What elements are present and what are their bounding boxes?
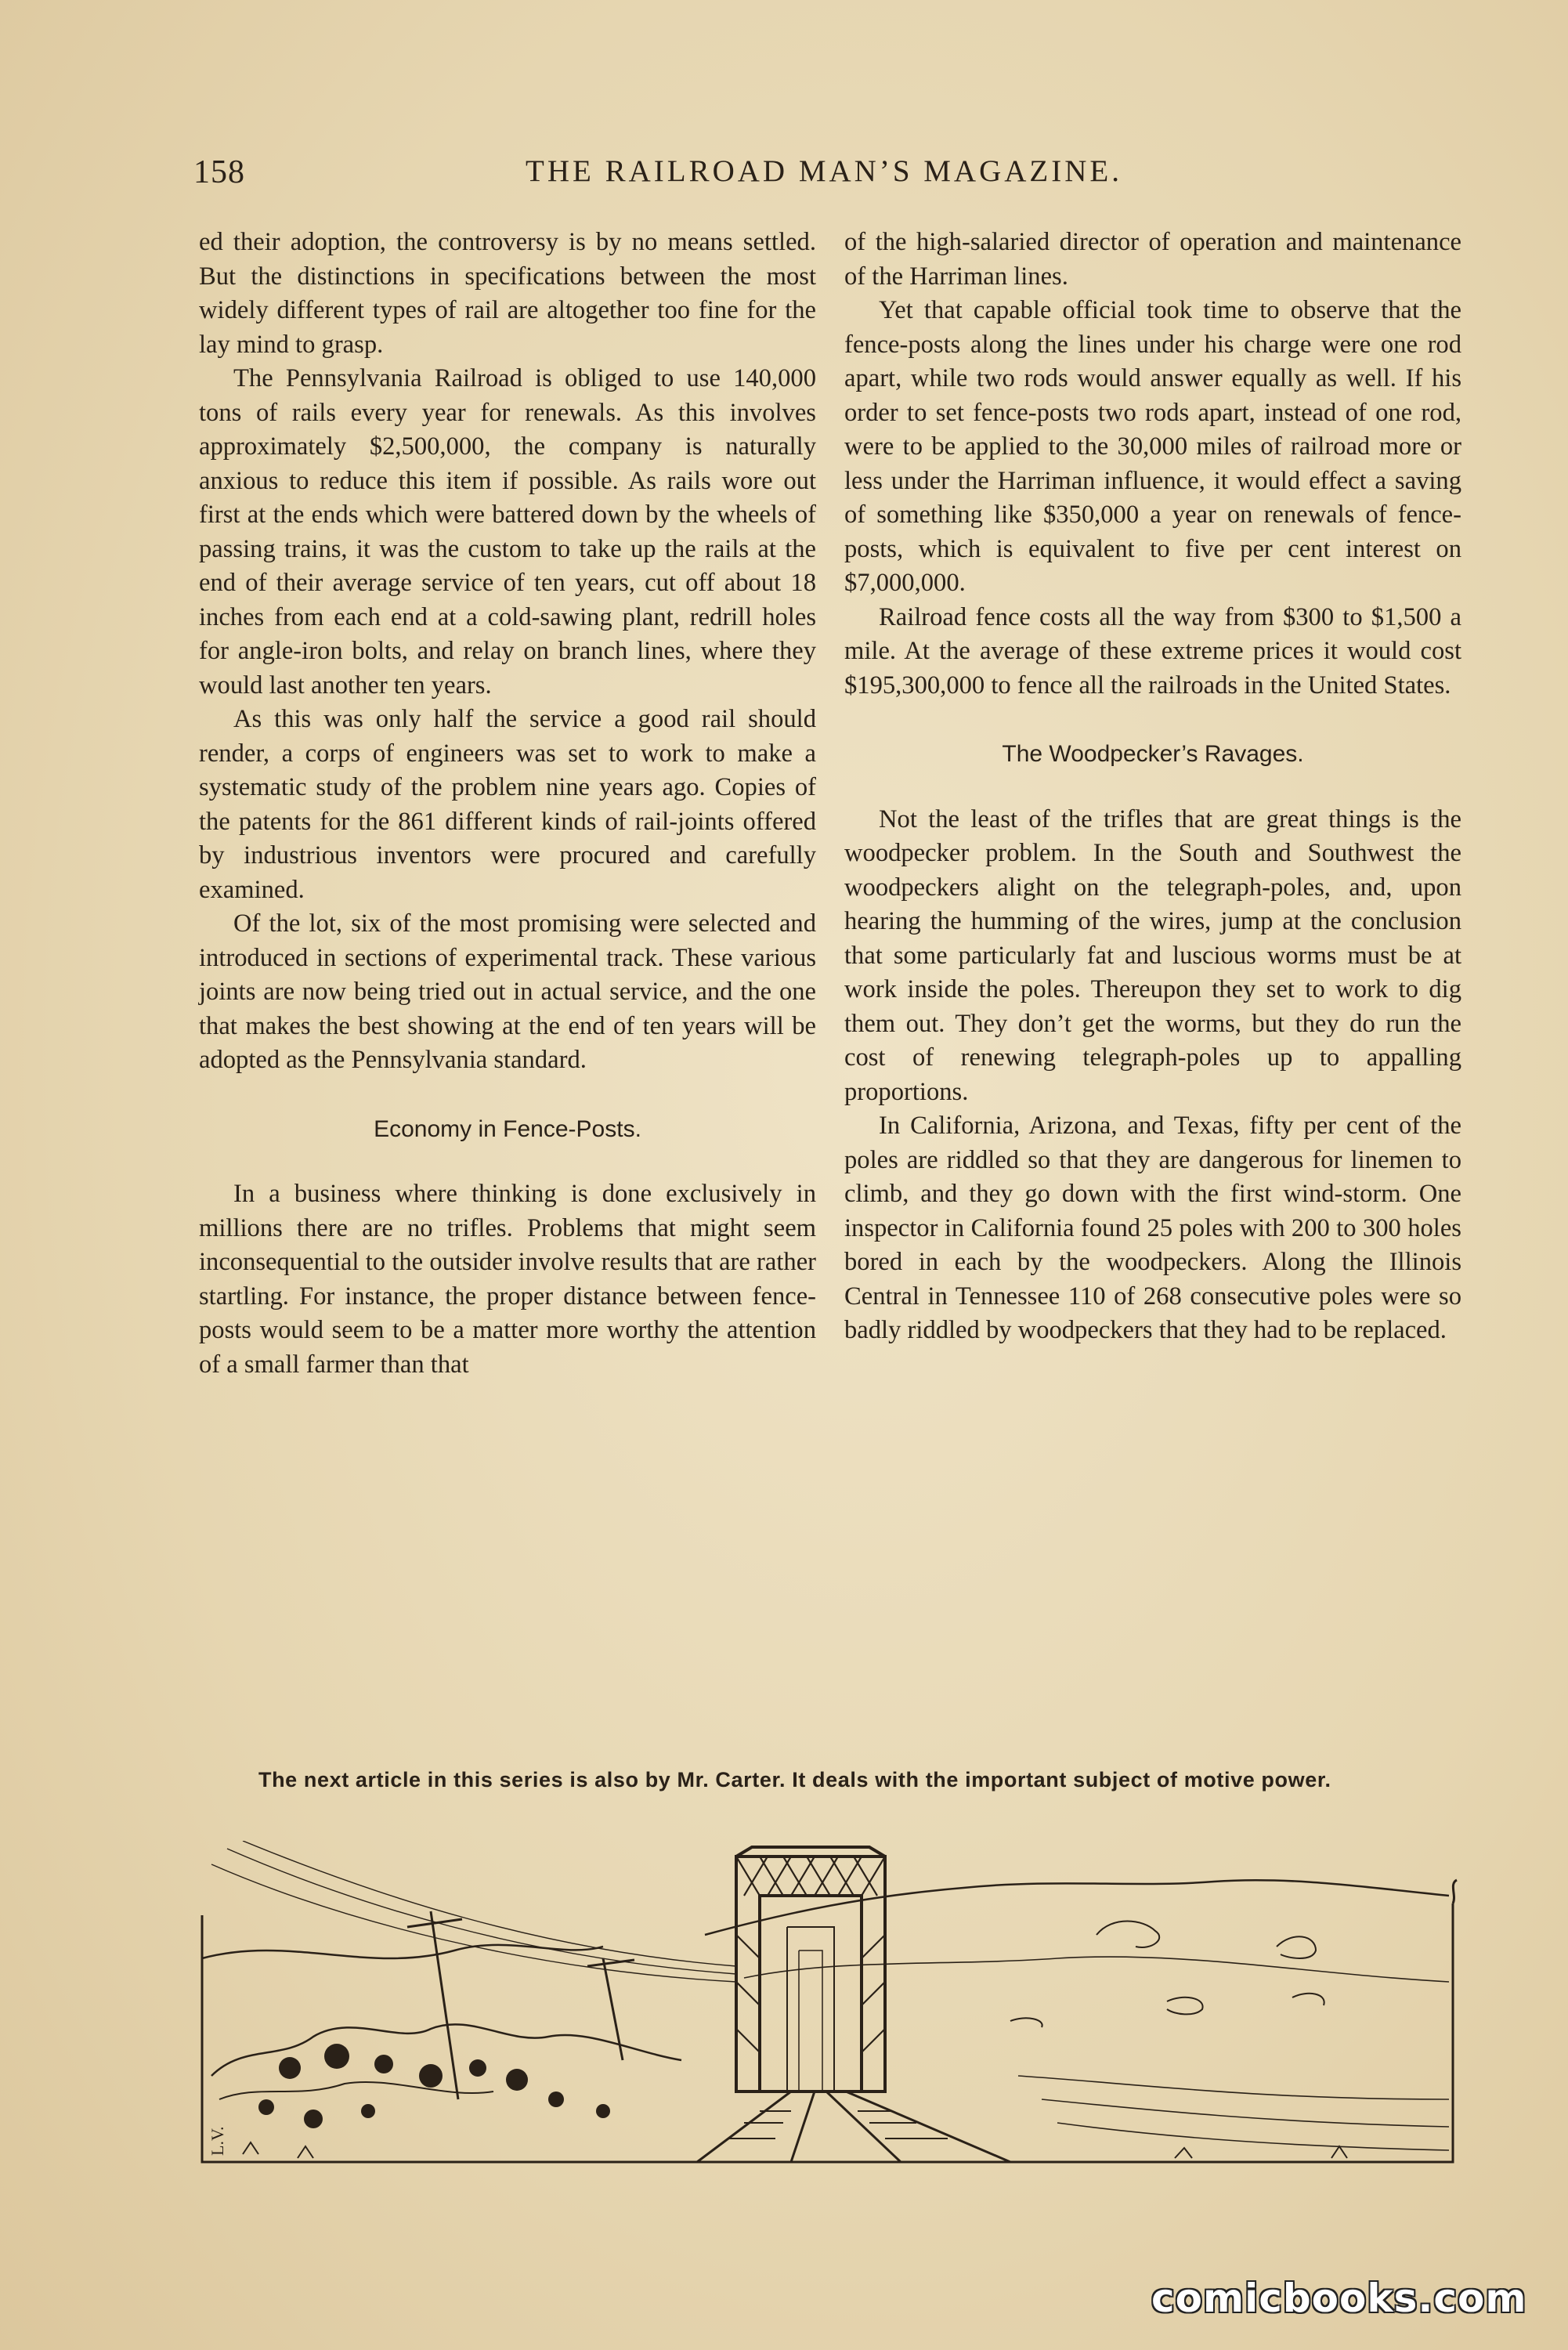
paragraph: Not the least of the trifles that are great things is the woodpecker problem. In the South and Southwest the woodpeckers alight on the telegraph-poles, and, upon hearing the humming of the wires, jump at the conclusion that some particularly fat and luscious worms must be at work inside the poles. Thereupon they set to work to dig them out. They don’t get the worms, but they do run the cost of renewing telegraph-poles up to appalling proportions. <box>844 804 1461 1106</box>
paragraph: As this was only half the service a good rail should render, a corps of engineers was set to work to make a systematic study of the problem nine years ago. Copies of the patents for the 861 different kinds of rail-joints offered by industrious inventors were procured and carefully examined. <box>199 705 816 904</box>
page-number: 158 <box>193 154 245 190</box>
paragraph: Of the lot, six of the most promising were selected and introduced in sections of experimental track. These various joints are now being tried out in actual service, and the one that makes the best showing at the end of ten years will be adopted as the Pennsylvania standard. <box>199 909 816 1074</box>
paragraph: In a business where thinking is done exclusively in millions there are no trifles. Problems that might seem inconsequential to the outsider involve results that are rather startling. For instance, the proper distance between fence-posts would seem to be a matter more worthy the attention of a small farmer than that <box>199 1180 816 1379</box>
right-column <box>844 226 1461 1348</box>
paragraph: Railroad fence costs all the way from $300 to $1,500 a mile. At the average of these extreme prices it would cost $195,300,000 to fence all the railroads in the United States. <box>844 602 1461 700</box>
paragraph: In California, Arizona, and Texas, fifty per cent of the poles are riddled so that they are dangerous for linemen to climb, and they go down with the first wind-storm. One inspector in California found 25 poles with 200 to 300 holes bored in each by the woodpeckers. Along the Illinois Central in Tennessee 110 of 268 consecutive poles were so badly riddled by woodpeckers that they had to be replaced. <box>844 1112 1461 1344</box>
paragraph: of the high-salaried director of operation and maintenance of the Harriman lines. <box>844 228 1461 291</box>
running-title: THE RAILROAD MAN’S MAGAZINE. <box>526 154 1122 188</box>
page-header <box>193 154 1454 201</box>
bridge-landscape-illustration <box>196 1841 1465 2170</box>
section-heading-fence-posts: Economy in Fence-Posts. <box>374 1115 641 1142</box>
editor-note: The next article in this series is also by Mr. Carter. It deals with the important subject of motive power. <box>258 1768 1331 1791</box>
paragraph: The Pennsylvania Railroad is obliged to use 140,000 tons of rails every year for renewals. As this involves approximately $2,500,000, the company is naturally anxious to reduce this item if possible. As rails wore out first at the ends which were battered down by the wheels of passing trains, it was the custom to take up the rails at the end of their average service of ten years, cut off about 18 inches from each end at a cold-sawing plant, redrill holes for angle-iron bolts, and relay on branch lines, where they would last another ten years. <box>199 364 816 700</box>
paragraph: ed their adoption, the controversy is by no means settled. But the distinctions in specifications between the most widely different types of rail are altogether too fine for the lay mind to grasp. <box>199 228 816 359</box>
paragraph: Yet that capable official took time to observe that the fence-posts along the lines under his charge were one rod apart, while two rods would answer equally as well. If his order to set fence-posts two rods apart, instead of one rod, were to be applied to the 30,000 miles of railroad more or less under the Harriman influence, it would effect a saving of something like $350,000 a year on renewals of fence-posts, which is equivalent to five per cent interest on $7,000,000. <box>844 296 1461 597</box>
left-column <box>199 226 816 1382</box>
watermark: comicbooks.com <box>1151 2276 1527 2321</box>
section-heading-woodpecker: The Woodpecker’s Ravages. <box>1002 741 1304 767</box>
artist-signature: L.V. <box>208 2126 227 2156</box>
